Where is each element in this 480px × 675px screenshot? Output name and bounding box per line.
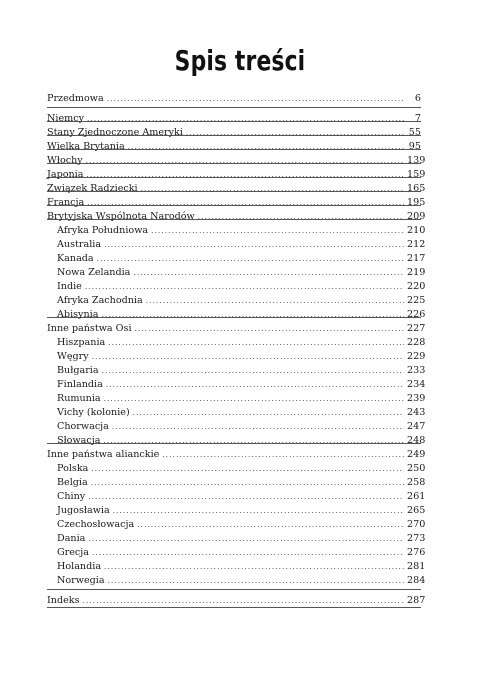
- toc-subentry[interactable]: [47, 574, 426, 588]
- dot-leader: [92, 350, 404, 364]
- toc-entry-label: Inne państwa Osi: [47, 323, 132, 334]
- dot-leader: [128, 140, 404, 154]
- dot-leader: [146, 294, 404, 308]
- toc-page-number: 276: [407, 547, 426, 558]
- toc-entry-label: Czechosłowacja: [57, 519, 135, 530]
- toc-page-number: 247: [407, 421, 426, 432]
- dot-leader: [92, 546, 404, 560]
- toc-subentry[interactable]: [47, 392, 426, 406]
- toc-page-number: 250: [407, 463, 426, 474]
- dot-leader: [88, 532, 404, 546]
- toc-page-number: 229: [407, 351, 426, 362]
- dot-leader: [104, 392, 404, 406]
- dot-leader: [108, 574, 404, 588]
- toc-entry-label: Belgia: [57, 477, 88, 488]
- toc-page-number: 270: [407, 519, 426, 530]
- dot-leader: [107, 92, 404, 106]
- toc-page-number: 225: [407, 295, 426, 306]
- dot-leader: [88, 490, 404, 504]
- toc-entry-label: Włochy: [47, 155, 83, 166]
- dot-leader: [86, 168, 404, 182]
- toc-subentry[interactable]: [47, 532, 426, 546]
- dot-leader: [162, 448, 404, 462]
- toc-page-number: 249: [407, 449, 426, 460]
- dot-leader: [104, 560, 404, 574]
- toc-entry-label: Hiszpania: [57, 337, 106, 348]
- toc-entry[interactable]: [47, 594, 426, 608]
- toc-page-number: 233: [407, 365, 426, 376]
- toc-entry-label: Inne państwa alianckie: [47, 449, 160, 460]
- dot-leader: [91, 462, 404, 476]
- toc-entry-label: Holandia: [57, 561, 102, 572]
- toc-entry[interactable]: [47, 112, 421, 126]
- dot-leader: [87, 196, 404, 210]
- toc-entry-label: Niemcy: [47, 113, 85, 124]
- toc-entry[interactable]: [47, 92, 421, 106]
- toc-entry[interactable]: [47, 168, 426, 182]
- page-title: Spis treści: [174, 44, 306, 77]
- toc-subentry[interactable]: [47, 364, 426, 378]
- toc-page-number: 210: [407, 225, 426, 236]
- toc-page-number: 209: [407, 211, 426, 222]
- toc-subentry[interactable]: [47, 280, 426, 294]
- dot-leader: [104, 238, 404, 252]
- toc-page-number: 139: [407, 155, 426, 166]
- toc-page-number: 273: [407, 533, 426, 544]
- dot-leader: [87, 112, 404, 126]
- toc-subentry[interactable]: [47, 252, 426, 266]
- toc-subentry[interactable]: [47, 294, 426, 308]
- toc-entry-label: Dania: [57, 533, 86, 544]
- toc-page-number: 281: [407, 561, 426, 572]
- toc-entry-label: Przedmowa: [47, 93, 104, 104]
- dot-leader: [113, 504, 404, 518]
- toc-page-number: 228: [407, 337, 426, 348]
- toc-subentry[interactable]: [47, 546, 426, 560]
- dot-leader: [97, 252, 404, 266]
- toc-page-number: 265: [407, 505, 426, 516]
- toc-page-number: 55: [408, 127, 421, 138]
- toc-entry[interactable]: [47, 322, 426, 336]
- toc-subentry[interactable]: [47, 560, 426, 574]
- toc-subentry[interactable]: [47, 378, 426, 392]
- toc-subentry[interactable]: [47, 490, 426, 504]
- toc-page-number: 227: [407, 323, 426, 334]
- toc-entry-label: Indeks: [47, 595, 80, 606]
- toc-entry-label: Rumunia: [57, 393, 101, 404]
- toc-page-number: 95: [408, 141, 421, 152]
- toc-entry-label: Indie: [57, 281, 82, 292]
- toc-page-number: 284: [407, 575, 426, 586]
- dot-leader: [86, 154, 404, 168]
- dot-leader: [83, 594, 404, 608]
- toc-entry-label: Kanada: [57, 253, 94, 264]
- toc-entry-label: Afryka Południowa: [57, 225, 149, 236]
- toc-subentry[interactable]: [47, 308, 426, 322]
- dot-leader: [108, 336, 404, 350]
- toc-entry-label: Brytyjska Wspólnota Narodów: [47, 211, 195, 222]
- toc-subentry[interactable]: [47, 462, 426, 476]
- toc-entry-label: Stany Zjednoczone Ameryki: [47, 127, 183, 138]
- toc-entry[interactable]: [47, 154, 426, 168]
- toc-page-number: 217: [407, 253, 426, 264]
- dot-leader: [133, 266, 404, 280]
- toc-entry-label: Związek Radziecki: [47, 183, 138, 194]
- dot-leader: [133, 406, 404, 420]
- toc-entry-label: Chorwacja: [57, 421, 109, 432]
- toc-page-number: 7: [414, 113, 421, 124]
- dot-leader: [112, 420, 404, 434]
- toc-entry-label: Finlandia: [57, 379, 103, 390]
- toc-page-number: 258: [407, 477, 426, 488]
- toc-subentry[interactable]: [47, 238, 426, 252]
- toc-page-number: 165: [407, 183, 426, 194]
- toc-entry[interactable]: [47, 140, 421, 154]
- toc-entry-label: Japonia: [47, 169, 84, 180]
- dot-leader: [91, 476, 404, 490]
- toc-subentry[interactable]: [47, 350, 426, 364]
- toc-entry-label: Francja: [47, 197, 85, 208]
- divider-rule: [47, 589, 421, 590]
- toc-page-number: 243: [407, 407, 426, 418]
- dot-leader: [186, 126, 404, 140]
- toc-subentry[interactable]: [47, 224, 426, 238]
- toc-entry[interactable]: [47, 182, 426, 196]
- toc-entry-label: Afryka Zachodnia: [57, 295, 143, 306]
- toc-entry-label: Polska: [57, 463, 89, 474]
- toc-page-number: 6: [414, 93, 421, 104]
- toc-subentry[interactable]: [47, 406, 426, 420]
- toc-subentry[interactable]: [47, 266, 426, 280]
- toc-entry-label: Wielka Brytania: [47, 141, 125, 152]
- toc-page-number: 220: [407, 281, 426, 292]
- toc-entry-label: Australia: [57, 239, 102, 250]
- toc-subentry[interactable]: [47, 336, 426, 350]
- toc-page-number: 248: [407, 435, 426, 446]
- dot-leader: [106, 378, 404, 392]
- toc-entry-label: Chiny: [57, 491, 86, 502]
- toc-entry[interactable]: [47, 448, 426, 462]
- toc-entry-label: Nowa Zelandia: [57, 267, 131, 278]
- toc-entry-label: Węgry: [57, 351, 89, 362]
- toc-entry[interactable]: [47, 210, 426, 224]
- toc-entry-label: Grecja: [57, 547, 89, 558]
- toc-page-number: 287: [407, 595, 426, 606]
- toc-entry-label: Bułgaria: [57, 365, 99, 376]
- toc-subentry[interactable]: [47, 434, 426, 448]
- toc-page-number: 226: [407, 309, 426, 320]
- dot-leader: [141, 182, 404, 196]
- toc-page-number: 212: [407, 239, 426, 250]
- toc-page-number: 234: [407, 379, 426, 390]
- dot-leader: [151, 224, 404, 238]
- dot-leader: [85, 280, 404, 294]
- dot-leader: [103, 434, 404, 448]
- toc-entry[interactable]: [47, 196, 426, 210]
- dot-leader: [102, 364, 404, 378]
- toc-entry-label: Vichy (kolonie): [57, 407, 130, 418]
- toc-entry-label: Norwegia: [57, 575, 105, 586]
- toc-entry[interactable]: [47, 126, 421, 140]
- toc-page-number: 261: [407, 491, 426, 502]
- toc-page-number: 219: [407, 267, 426, 278]
- toc-entry-label: Słowacja: [57, 435, 101, 446]
- toc-entry-label: Abisynia: [57, 309, 99, 320]
- toc-page-number: 195: [407, 197, 426, 208]
- toc-page-number: 159: [407, 169, 426, 180]
- toc-subentry[interactable]: [47, 504, 426, 518]
- toc-subentry[interactable]: [47, 476, 426, 490]
- dot-leader: [198, 210, 404, 224]
- dot-leader: [101, 308, 404, 322]
- toc-subentry[interactable]: [47, 420, 426, 434]
- toc-page-number: 239: [407, 393, 426, 404]
- toc-entry-label: Jugosławia: [57, 505, 110, 516]
- dot-leader: [135, 322, 404, 336]
- toc-subentry[interactable]: [47, 518, 426, 532]
- divider-rule: [47, 107, 421, 108]
- dot-leader: [137, 518, 404, 532]
